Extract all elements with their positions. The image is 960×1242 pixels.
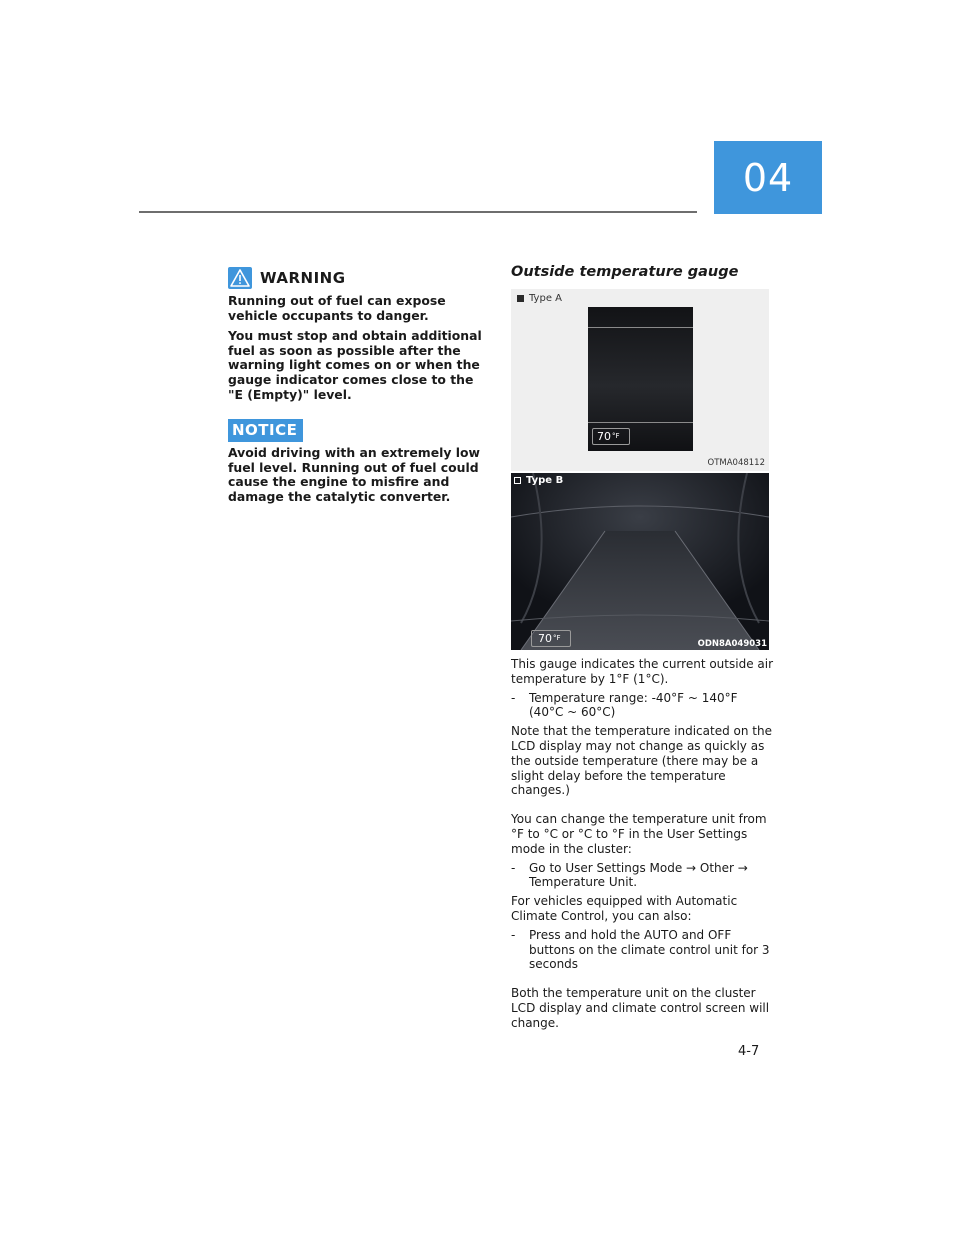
paragraph: Both the temperature unit on the cluster LCD display and climate control screen will change. xyxy=(511,986,770,1030)
warning-triangle-icon xyxy=(228,267,252,289)
warning-heading xyxy=(228,267,346,289)
bullet-dash: - xyxy=(511,927,516,942)
warning-title: WARNING xyxy=(260,269,346,287)
figure-type-a xyxy=(511,289,769,471)
temp-unit: °F xyxy=(612,432,620,440)
notice-badge: NOTICE xyxy=(228,419,303,442)
temperature-readout-b xyxy=(531,630,571,647)
figure-b-code: ODN8A049031 xyxy=(697,639,767,649)
list-item xyxy=(511,691,773,721)
temp-value: 70 xyxy=(538,632,552,645)
figure-a-code: OTMA048112 xyxy=(707,458,765,468)
list-item-text: Temperature range: -40°F ~ 140°F (40°C ~ 60°C) xyxy=(529,690,738,720)
cluster-road-graphic xyxy=(511,473,769,650)
chapter-tab: 04 xyxy=(714,141,822,214)
display-divider xyxy=(588,327,693,328)
warning-body xyxy=(228,294,490,402)
list-item-text: Press and hold the AUTO and OFF buttons on the climate control unit for 3 seconds xyxy=(529,927,770,972)
notice-body xyxy=(228,446,490,504)
figure-a-label-text: Type A xyxy=(529,293,562,304)
bullet-dash: - xyxy=(511,690,516,705)
list-item xyxy=(511,861,773,891)
figure-type-b xyxy=(511,473,769,650)
figure-b-label xyxy=(514,475,563,486)
paragraph: For vehicles equipped with Automatic Climate Control, you can also: xyxy=(511,894,738,923)
list-item xyxy=(511,928,773,972)
temp-unit: °F xyxy=(553,634,561,642)
temperature-readout-a xyxy=(592,428,630,445)
page-number: 4-7 xyxy=(738,1044,760,1059)
list-item-text: Go to User Settings Mode → Other → Temperature Unit. xyxy=(529,860,748,890)
section-title: Outside temperature gauge xyxy=(511,264,739,280)
bullet-dash: - xyxy=(511,860,516,875)
open-square-icon xyxy=(514,477,521,484)
header-rule xyxy=(139,211,697,213)
temp-value: 70 xyxy=(597,430,611,443)
paragraph: You can change the temperature unit from °F to °C or °C to °F in the User Settings mode in the cluster: xyxy=(511,812,767,856)
paragraph: Note that the temperature indicated on the LCD display may not change as quickly as the outside temperature (there may be a slight delay before the temperature changes.) xyxy=(511,724,772,798)
display-divider xyxy=(588,422,693,423)
filled-square-icon xyxy=(517,295,524,302)
paragraph: This gauge indicates the current outside air temperature by 1°F (1°C). xyxy=(511,657,774,686)
warning-paragraph: Running out of fuel can expose vehicle occupants to danger. xyxy=(228,293,446,323)
warning-paragraph: You must stop and obtain additional fuel as soon as possible after the warning light comes on or when the gauge indicator comes close to the "E (Empty)" level. xyxy=(228,328,482,402)
figure-b-label-text: Type B xyxy=(526,475,564,486)
cluster-display-a xyxy=(588,307,693,451)
section-body xyxy=(511,657,773,1031)
figure-a-label xyxy=(517,293,562,304)
notice-text: Avoid driving with an extremely low fuel level. Running out of fuel could cause the engine to misfire and damage the catalytic converter. xyxy=(228,445,480,504)
